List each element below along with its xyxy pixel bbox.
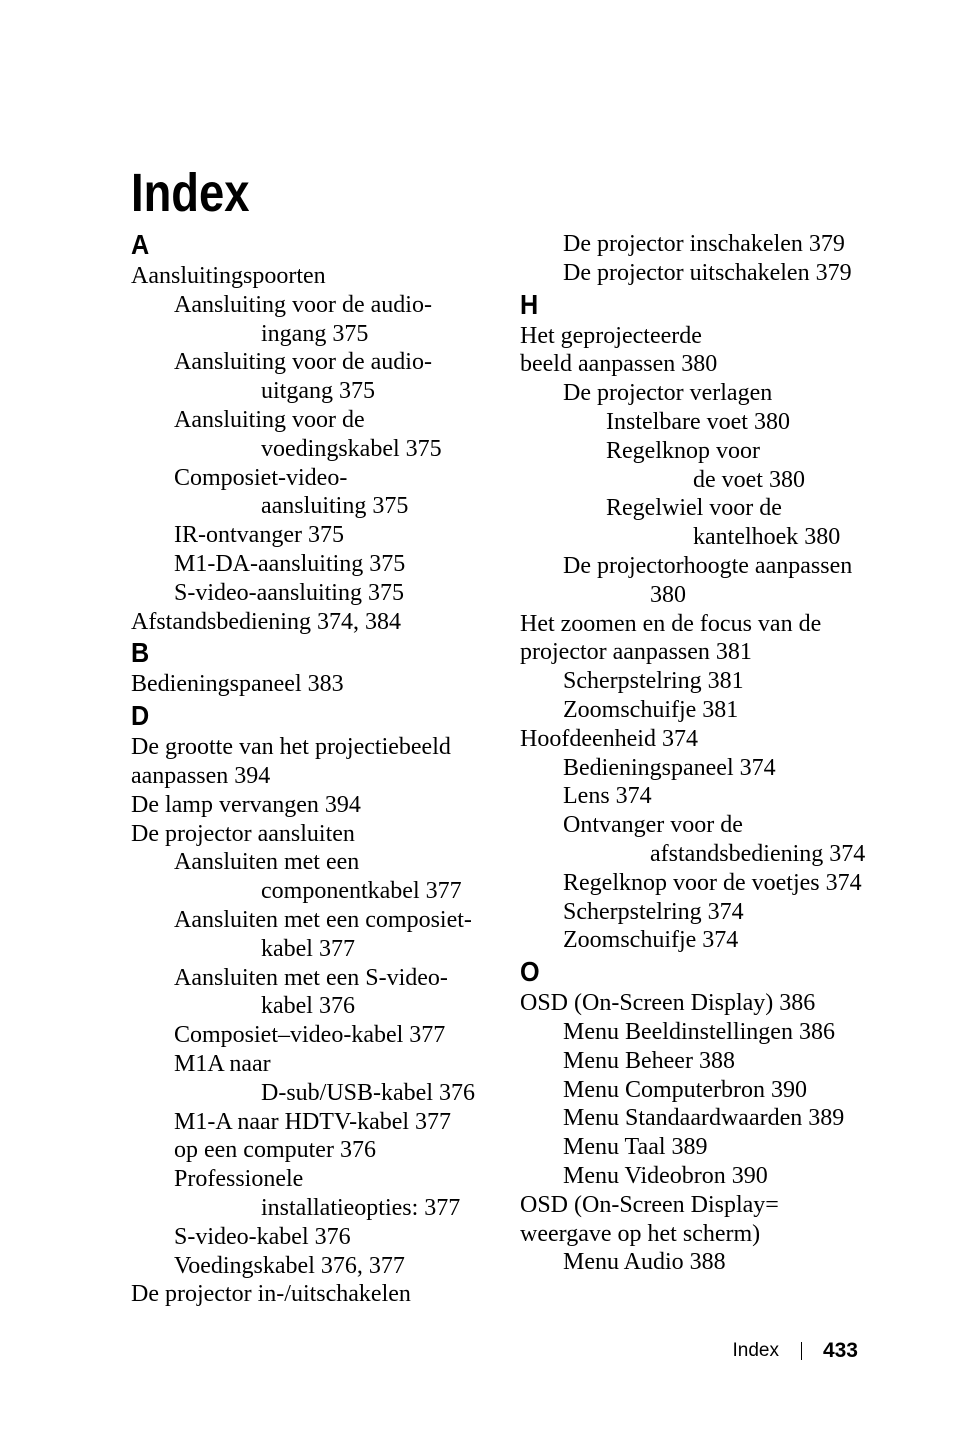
index-entry-term: De projector uitschakelen 379	[563, 259, 852, 286]
index-column-right	[520, 230, 940, 1277]
index-entry	[520, 1248, 940, 1277]
index-entry	[520, 610, 940, 668]
index-entry-continuation: ingang 375	[261, 320, 369, 347]
index-entry-term: Scherpstelring 381	[563, 668, 744, 695]
index-entry-term: Bedieningspaneel 383	[131, 671, 344, 698]
index-entry-term: Zoomschuifje 374	[563, 927, 739, 954]
index-entry-term: Ontvanger voor de	[563, 812, 743, 839]
index-entry	[131, 608, 501, 637]
index-entry	[520, 1076, 940, 1105]
index-entry	[131, 1280, 501, 1309]
index-entry	[131, 1252, 501, 1281]
index-column-left	[131, 228, 501, 1309]
index-entry-term: Regelknop voor	[606, 437, 760, 464]
index-entry-continuation: componentkabel 377	[261, 878, 462, 905]
index-entry	[131, 291, 501, 349]
index-entry	[520, 379, 940, 408]
index-entry-continuation: aanpassen 394	[131, 762, 271, 789]
index-entry-term: S-video-aansluiting 375	[174, 579, 404, 606]
index-entry	[131, 791, 501, 820]
index-entry-term: Menu Taal 389	[563, 1134, 708, 1161]
index-entry-continuation: aansluiting 375	[261, 493, 409, 520]
index-entry-continuation: afstandsbediening 374	[650, 840, 866, 867]
index-entry-term: Aansluiten met een S-video-	[174, 964, 448, 991]
index-entry-term: Menu Beheer 388	[563, 1047, 735, 1074]
index-entry	[520, 754, 940, 783]
index-entry	[520, 494, 940, 552]
index-entry	[520, 898, 940, 927]
index-letter-heading: D	[131, 700, 150, 732]
index-entry-term: OSD (On-Screen Display) 386	[520, 990, 816, 1017]
index-entry	[520, 408, 940, 437]
index-entry	[520, 926, 940, 955]
index-entry-continuation: kantelhoek 380	[693, 524, 841, 551]
index-entry-term: IR-ontvanger 375	[174, 522, 344, 549]
index-entry-continuation: beeld aanpassen 380	[520, 351, 718, 378]
index-entry-continuation: kabel 376	[261, 993, 355, 1020]
index-entry-term: Regelknop voor de voetjes 374	[563, 869, 862, 896]
index-entry	[520, 725, 940, 754]
index-letter-heading: O	[520, 956, 540, 988]
index-entry-term: De grootte van het projectiebeeld	[131, 734, 451, 761]
index-entry-term: M1-DA-aansluiting 375	[174, 550, 406, 577]
page-title: Index	[131, 163, 250, 223]
index-entry	[520, 696, 940, 725]
index-entry-term: Aansluiting voor de	[174, 406, 365, 433]
index-entry	[131, 906, 501, 964]
index-entry-continuation: uitgang 375	[261, 378, 375, 405]
index-entry-term: Scherpstelring 374	[563, 898, 744, 925]
index-entry-term: Menu Beeldinstellingen 386	[563, 1018, 835, 1045]
index-entry	[131, 521, 501, 550]
page-number: 433	[822, 1339, 858, 1362]
index-entry-term: Aansluiting voor de audio-	[174, 291, 432, 318]
index-entry-term: Composiet–video-kabel 377	[174, 1022, 446, 1049]
index-entry-continuation: D-sub/USB-kabel 376	[261, 1079, 475, 1106]
index-entry-term: Aansluitingspoorten	[131, 263, 326, 289]
index-entry-term: De projector inschakelen 379	[563, 231, 845, 257]
index-entry-term: De projector verlagen	[563, 380, 773, 407]
index-entry-term: Aansluiting voor de audio-	[174, 349, 432, 376]
index-entry-term: OSD (On-Screen Display=	[520, 1191, 779, 1218]
index-entry	[131, 348, 501, 406]
index-entry-term: Het zoomen en de focus van de	[520, 610, 822, 637]
index-entry-continuation: kabel 377	[261, 935, 355, 962]
index-entry-continuation: de voet 380	[693, 466, 805, 493]
index-entry-term: Voedingskabel 376, 377	[174, 1252, 405, 1279]
index-entry-term: De projector aansluiten	[131, 820, 355, 847]
page-footer	[732, 1339, 858, 1363]
index-entry-continuation: projector aanpassen 381	[520, 639, 752, 666]
index-entry	[520, 259, 940, 288]
index-entry	[131, 733, 501, 791]
index-entry	[131, 820, 501, 849]
index-entry	[520, 1047, 940, 1076]
index-entry	[520, 322, 940, 380]
index-entry-term: Bedieningspaneel 374	[563, 754, 776, 781]
index-entry-term: op een computer 376	[174, 1137, 376, 1164]
index-entry-term: Lens 374	[563, 783, 652, 810]
footer-separator	[801, 1342, 802, 1360]
index-entry-term: M1A naar	[174, 1050, 271, 1077]
index-letter-heading: B	[131, 637, 150, 669]
index-entry-term: Zoomschuifje 381	[563, 696, 739, 723]
index-entry-term: Menu Audio 388	[563, 1249, 726, 1276]
index-entry-continuation: weergave op het scherm)	[520, 1220, 761, 1247]
index-entry	[520, 667, 940, 696]
index-letter-heading: H	[520, 288, 539, 320]
index-entry-continuation: voedingskabel 375	[261, 435, 442, 462]
index-entry-term: Menu Videobron 390	[563, 1162, 768, 1189]
index-entry	[131, 1108, 501, 1137]
index-entry-term: Aansluiten met een	[174, 849, 360, 876]
index-entry	[131, 1136, 501, 1165]
index-entry-term: Instelbare voet 380	[606, 408, 790, 435]
index-entry	[520, 989, 940, 1018]
index-entry	[520, 1162, 940, 1191]
index-entry	[131, 464, 501, 522]
index-entry	[131, 1223, 501, 1252]
index-entry	[520, 230, 940, 259]
index-entry-term: S-video-kabel 376	[174, 1223, 351, 1250]
index-entry	[520, 782, 940, 811]
footer-section-label: Index	[732, 1340, 779, 1361]
index-entry-term: Composiet-video-	[174, 464, 348, 491]
index-entry	[131, 670, 501, 699]
index-entry-term: Menu Standaardwaarden 389	[563, 1105, 845, 1132]
index-entry	[131, 550, 501, 579]
index-entry	[520, 1104, 940, 1133]
index-letter-heading: A	[131, 229, 150, 260]
index-entry-term: Afstandsbediening 374, 384	[131, 608, 401, 635]
index-entry-term: Het geprojecteerde	[520, 322, 702, 349]
index-entry	[131, 1021, 501, 1050]
index-entry-term: Menu Computerbron 390	[563, 1076, 807, 1103]
index-entry	[520, 437, 940, 495]
index-entry	[131, 579, 501, 608]
index-entry	[520, 1191, 940, 1249]
index-entry	[520, 552, 940, 610]
index-entry-term: De projector in-/uitschakelen	[131, 1281, 411, 1308]
index-entry-term: De lamp vervangen 394	[131, 791, 361, 818]
index-entry	[520, 1133, 940, 1162]
index-entry-continuation: installatieopties: 377	[261, 1194, 461, 1221]
index-entry	[131, 406, 501, 464]
index-entry	[131, 848, 501, 906]
index-entry-continuation: 380	[650, 581, 686, 608]
index-entry-term: De projectorhoogte aanpassen	[563, 552, 853, 579]
index-entry	[131, 964, 501, 1022]
index-entry-term: Aansluiten met een composiet-	[174, 906, 472, 933]
index-entry-term: M1-A naar HDTV-kabel 377	[174, 1108, 452, 1135]
index-entry	[520, 811, 940, 869]
index-entry	[520, 1018, 940, 1047]
index-entry-term: Hoofdeenheid 374	[520, 725, 698, 752]
index-entry	[131, 1165, 501, 1223]
index-entry-term: Regelwiel voor de	[606, 495, 782, 522]
index-entry-term: Professionele	[174, 1166, 304, 1193]
index-entry	[520, 869, 940, 898]
index-entry	[131, 262, 501, 291]
index-entry	[131, 1050, 501, 1108]
